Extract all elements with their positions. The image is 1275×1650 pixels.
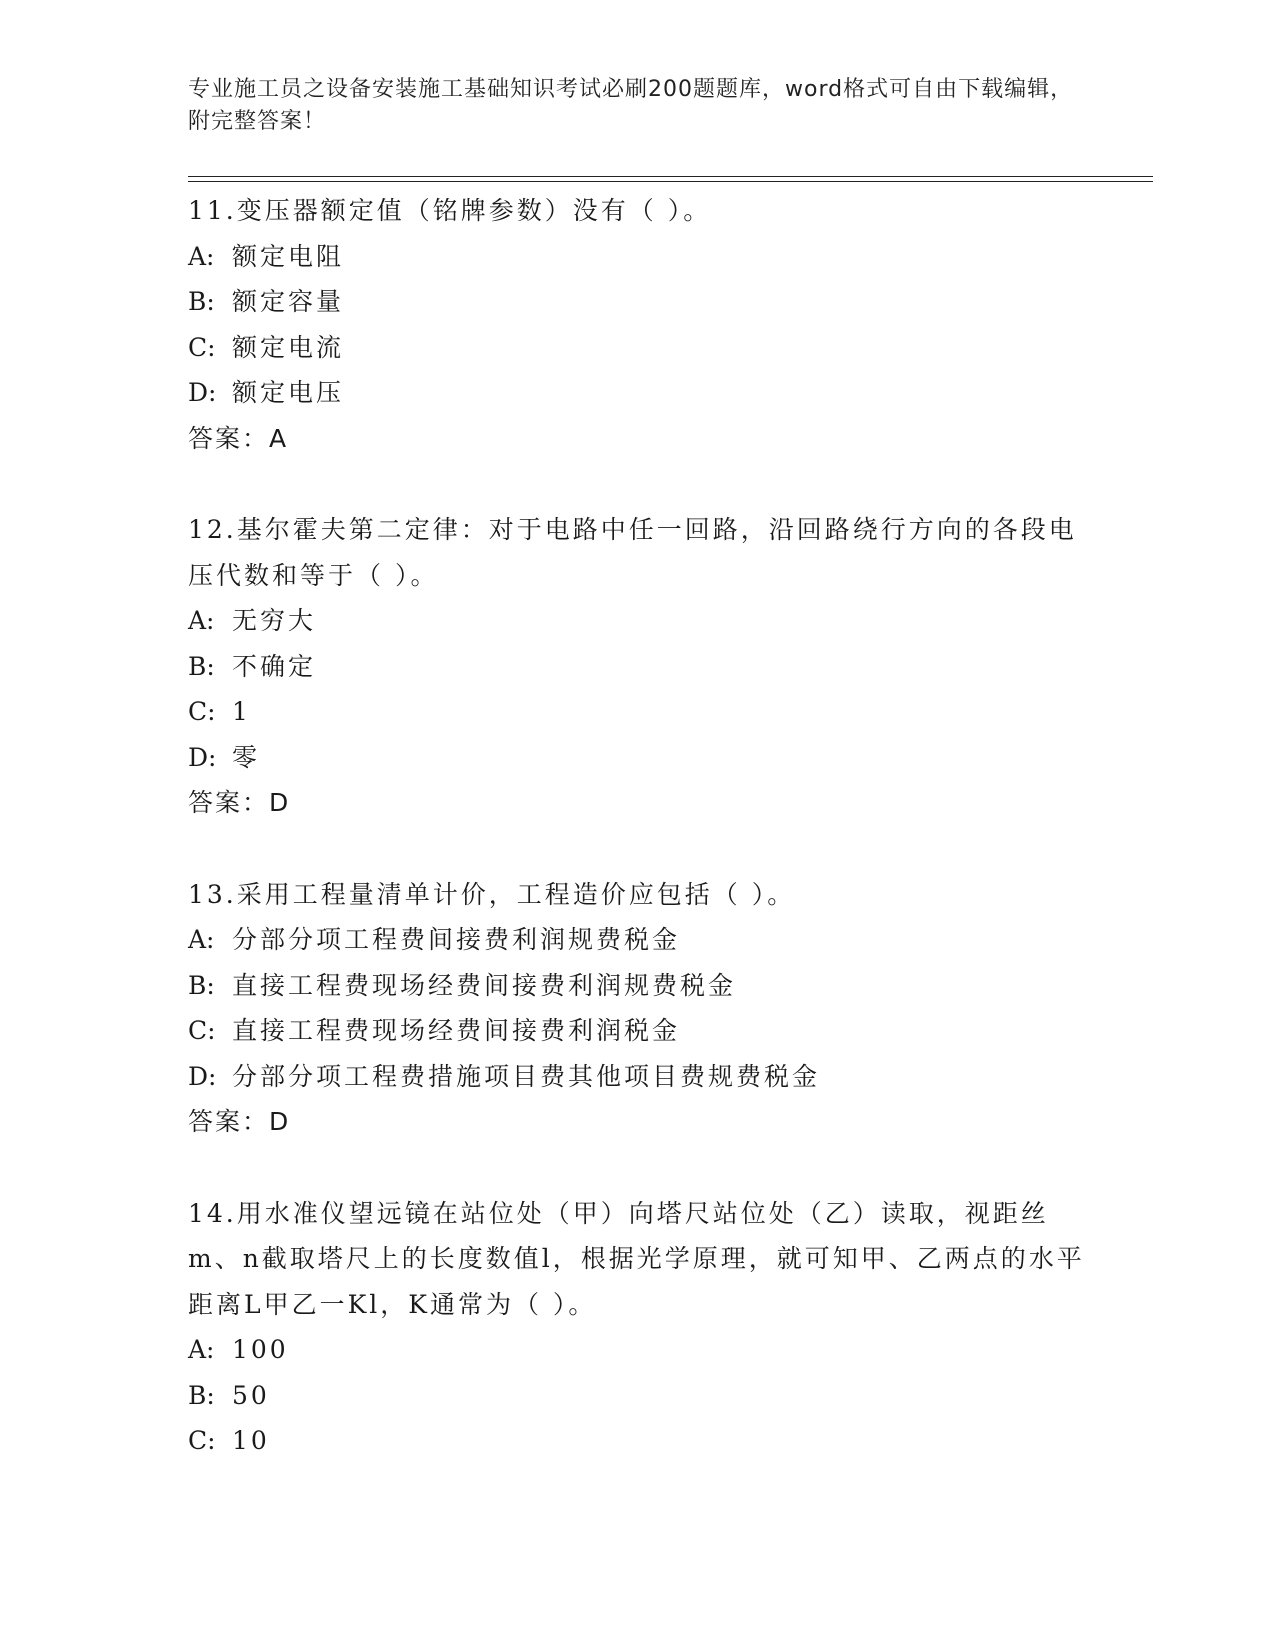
answer-line: 答案：A bbox=[188, 423, 289, 453]
option-c bbox=[188, 1418, 1088, 1464]
option-d bbox=[188, 370, 1088, 416]
question-stem: 12.基尔霍夫第二定律：对于电路中任一回路，沿回路绕行方向的各段电压代数和等于（ ）。 bbox=[188, 515, 1077, 590]
option-b bbox=[188, 963, 1088, 1009]
option-letter: B: bbox=[188, 287, 215, 316]
option-text: 额定电压 bbox=[232, 378, 345, 407]
option-text: 分部分项工程费间接费利润规费税金 bbox=[232, 925, 681, 954]
option-text: 分部分项工程费措施项目费其他项目费规费税金 bbox=[232, 1061, 821, 1091]
question-11 bbox=[188, 188, 1088, 461]
question-12 bbox=[188, 507, 1088, 826]
option-text: 直接工程费现场经费间接费利润税金 bbox=[232, 1016, 681, 1045]
option-letter: A: bbox=[188, 241, 215, 271]
option-c bbox=[188, 1008, 1088, 1054]
option-letter: A: bbox=[188, 925, 215, 954]
option-c bbox=[188, 689, 1088, 735]
option-a bbox=[188, 1327, 1088, 1373]
answer-line: 答案：D bbox=[188, 788, 291, 817]
option-text: 额定电阻 bbox=[232, 241, 345, 271]
option-letter: B: bbox=[188, 651, 215, 681]
question-spacer bbox=[188, 1145, 1088, 1191]
option-text: 50 bbox=[232, 1380, 270, 1410]
option-letter: C: bbox=[188, 1426, 216, 1455]
option-d bbox=[188, 735, 1088, 781]
answer-line: 答案：D bbox=[188, 1107, 291, 1136]
option-text: 直接工程费现场经费间接费利润规费税金 bbox=[232, 970, 737, 1000]
option-text: 额定容量 bbox=[232, 287, 345, 316]
option-d bbox=[188, 1054, 1088, 1100]
option-c bbox=[188, 325, 1088, 371]
option-letter: D: bbox=[188, 378, 217, 407]
question-spacer bbox=[188, 461, 1088, 507]
option-text: 无穷大 bbox=[232, 606, 317, 635]
option-a bbox=[188, 917, 1088, 963]
option-text: 零 bbox=[232, 742, 261, 772]
option-text: 1 bbox=[232, 697, 251, 726]
option-letter: B: bbox=[188, 1380, 215, 1410]
option-text: 额定电流 bbox=[232, 332, 345, 362]
header-divider-bottom bbox=[188, 181, 1153, 182]
option-letter: A: bbox=[188, 1335, 215, 1364]
option-letter: C: bbox=[188, 332, 216, 362]
option-a bbox=[188, 234, 1088, 280]
option-letter: D: bbox=[188, 1061, 217, 1091]
option-b bbox=[188, 1373, 1088, 1419]
document-title: 专业施工员之设备安装施工基础知识考试必刷200题题库，word格式可自由下载编辑，附完整答案！ bbox=[188, 77, 1074, 134]
question-13 bbox=[188, 872, 1088, 1145]
option-text: 10 bbox=[232, 1426, 270, 1455]
question-stem: 11.变压器额定值（铭牌参数）没有（ ）。 bbox=[188, 196, 712, 225]
option-text: 100 bbox=[232, 1335, 289, 1364]
question-stem: 13.采用工程量清单计价，工程造价应包括（ ）。 bbox=[188, 879, 796, 909]
question-list bbox=[188, 188, 1088, 1464]
option-b bbox=[188, 279, 1088, 325]
option-letter: C: bbox=[188, 697, 216, 726]
question-spacer bbox=[188, 826, 1088, 872]
header-divider-top bbox=[188, 176, 1153, 177]
question-14 bbox=[188, 1191, 1088, 1464]
option-letter: D: bbox=[188, 742, 217, 772]
option-text: 不确定 bbox=[232, 651, 317, 681]
option-letter: C: bbox=[188, 1016, 216, 1045]
question-stem: 14.用水准仪望远镜在站位处（甲）向塔尺站位处（乙）读取，视距丝m、n截取塔尺上的长度数值l，根据光学原理，就可知甲、乙两点的水平距离L甲乙一Kl，K通常为（ ）。 bbox=[188, 1198, 1085, 1319]
option-letter: A: bbox=[188, 606, 215, 635]
option-b bbox=[188, 644, 1088, 690]
option-a bbox=[188, 598, 1088, 644]
option-letter: B: bbox=[188, 970, 215, 1000]
